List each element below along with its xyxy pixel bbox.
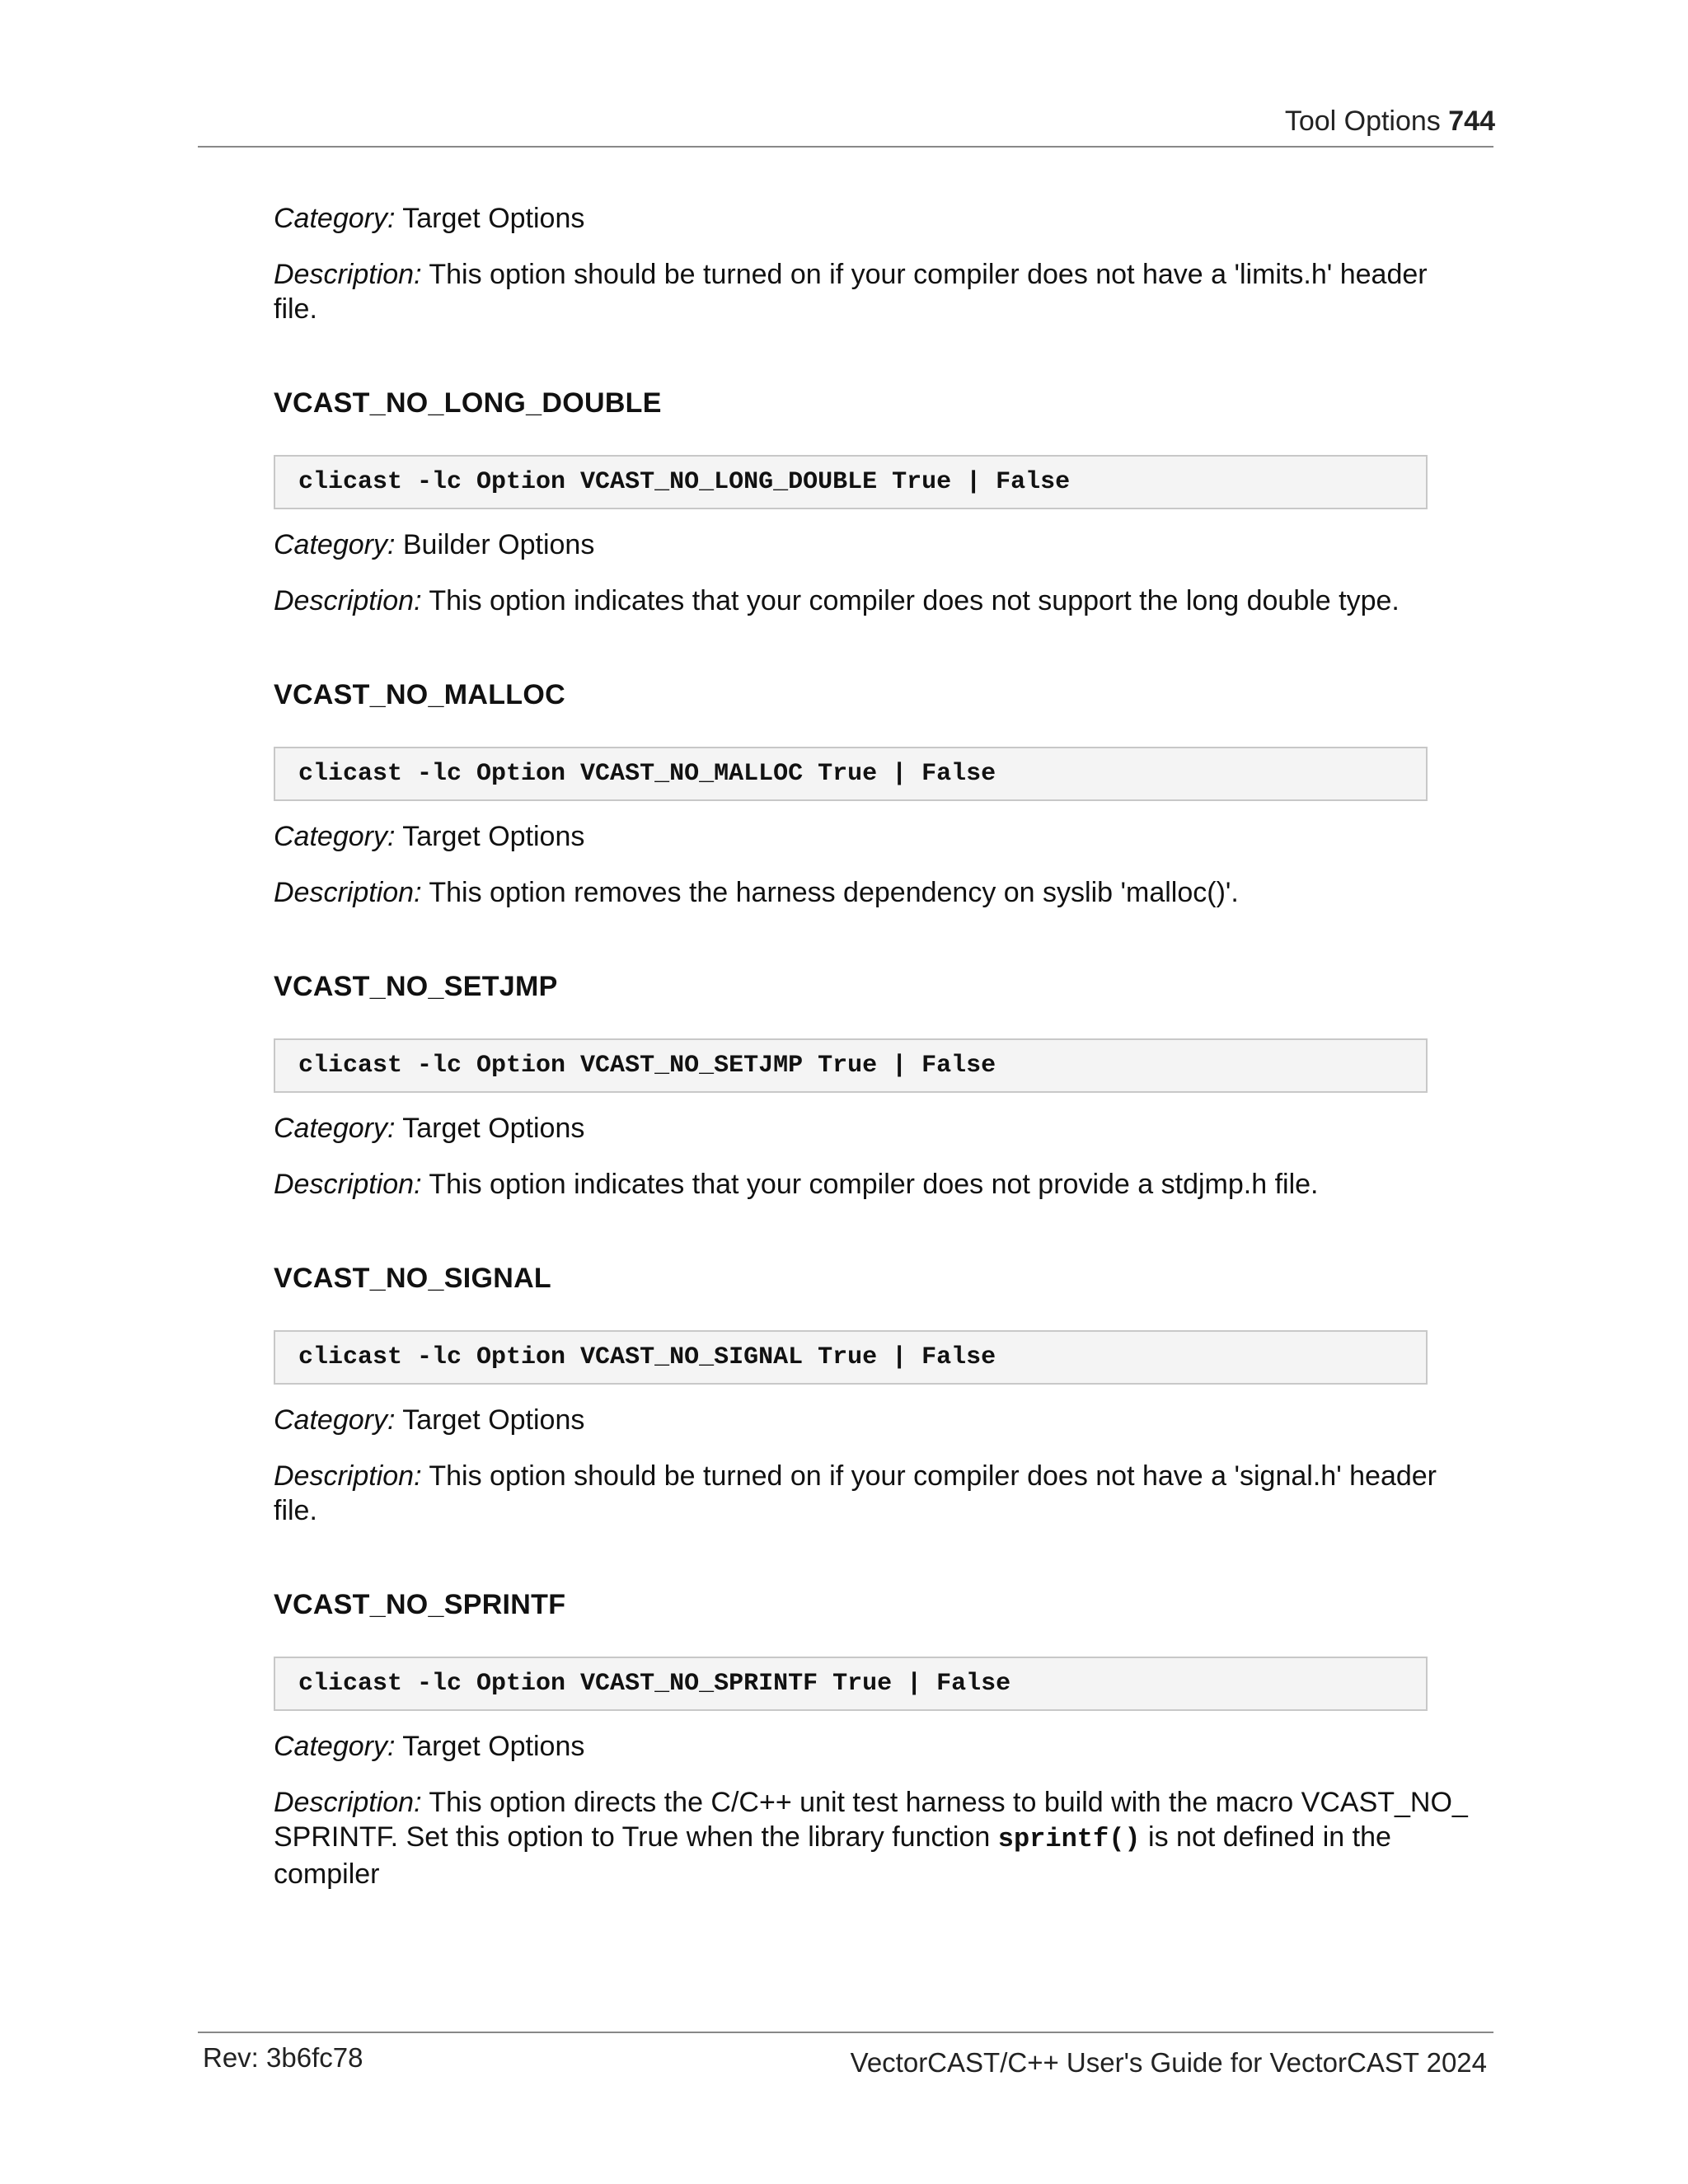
page-number: 744 xyxy=(1448,105,1495,137)
footer-revision: Rev: 3b6fc78 xyxy=(203,2042,363,2073)
page-header xyxy=(1285,105,1495,138)
intro-category xyxy=(274,201,1477,236)
category-value: Builder Options xyxy=(402,529,595,560)
description-label: Description: xyxy=(274,585,422,616)
option-category xyxy=(274,1403,1477,1437)
description-label: Description: xyxy=(274,1460,422,1492)
description-label: Description: xyxy=(274,877,422,908)
command-box: clicast -lc Option VCAST_NO_SIGNAL True | False xyxy=(274,1330,1428,1385)
option-description xyxy=(274,1459,1477,1528)
category-label: Category: xyxy=(274,1731,396,1762)
description-label: Description: xyxy=(274,1169,422,1200)
category-value: Target Options xyxy=(402,1113,585,1144)
category-label: Category: xyxy=(274,1113,396,1144)
option-category xyxy=(274,1729,1477,1764)
footer-title: VectorCAST/C++ User's Guide for VectorCAST 2024 xyxy=(850,2047,1487,2078)
option-heading: VCAST_NO_MALLOC xyxy=(274,679,565,710)
option-description xyxy=(274,1785,1477,1891)
option-description xyxy=(274,1167,1477,1202)
option-description xyxy=(274,583,1477,618)
option-heading: VCAST_NO_LONG_DOUBLE xyxy=(274,387,662,419)
command-box: clicast -lc Option VCAST_NO_SPRINTF True | False xyxy=(274,1657,1428,1711)
command-box: clicast -lc Option VCAST_NO_SETJMP True | False xyxy=(274,1038,1428,1093)
description-label: Description: xyxy=(274,259,422,290)
description-value: This option indicates that your compiler does not provide a stdjmp.h file. xyxy=(429,1169,1319,1200)
option-heading: VCAST_NO_SIGNAL xyxy=(274,1263,551,1294)
description-text-3: is not defined in the compiler xyxy=(274,1821,1391,1890)
option-category xyxy=(274,1111,1477,1146)
command-box: clicast -lc Option VCAST_NO_LONG_DOUBLE True | False xyxy=(274,455,1428,509)
description-value: This option indicates that your compiler does not support the long double type. xyxy=(429,585,1400,616)
option-category xyxy=(274,819,1477,854)
description-text-2: SPRINTF. Set this option to True when the library function xyxy=(274,1821,991,1853)
category-label: Category: xyxy=(274,203,396,234)
description-value: This option removes the harness dependency on syslib 'malloc()'. xyxy=(429,877,1239,908)
category-value: Target Options xyxy=(402,821,585,852)
description-value: This option should be turned on if your compiler does not have a 'signal.h' header file. xyxy=(274,1460,1437,1526)
command-box: clicast -lc Option VCAST_NO_MALLOC True | False xyxy=(274,747,1428,801)
intro-description xyxy=(274,257,1477,326)
option-category xyxy=(274,527,1477,562)
description-label: Description: xyxy=(274,1787,422,1818)
category-label: Category: xyxy=(274,1404,396,1436)
category-value: Target Options xyxy=(402,1731,585,1762)
category-value: Target Options xyxy=(402,1404,585,1436)
header-rule xyxy=(198,146,1493,148)
description-value: This option should be turned on if your compiler does not have a 'limits.h' header file. xyxy=(274,259,1428,325)
page-content xyxy=(274,201,1477,1891)
option-description xyxy=(274,875,1477,910)
option-heading: VCAST_NO_SETJMP xyxy=(274,971,558,1002)
footer-rule xyxy=(198,2032,1493,2033)
header-section: Tool Options xyxy=(1284,105,1441,137)
description-text-1: This option directs the C/C++ unit test harness to build with the macro VCAST_NO_ xyxy=(429,1787,1468,1818)
category-value: Target Options xyxy=(402,203,585,234)
inline-code: sprintf() xyxy=(997,1824,1141,1854)
category-label: Category: xyxy=(274,529,396,560)
category-label: Category: xyxy=(274,821,396,852)
option-heading: VCAST_NO_SPRINTF xyxy=(274,1589,566,1620)
